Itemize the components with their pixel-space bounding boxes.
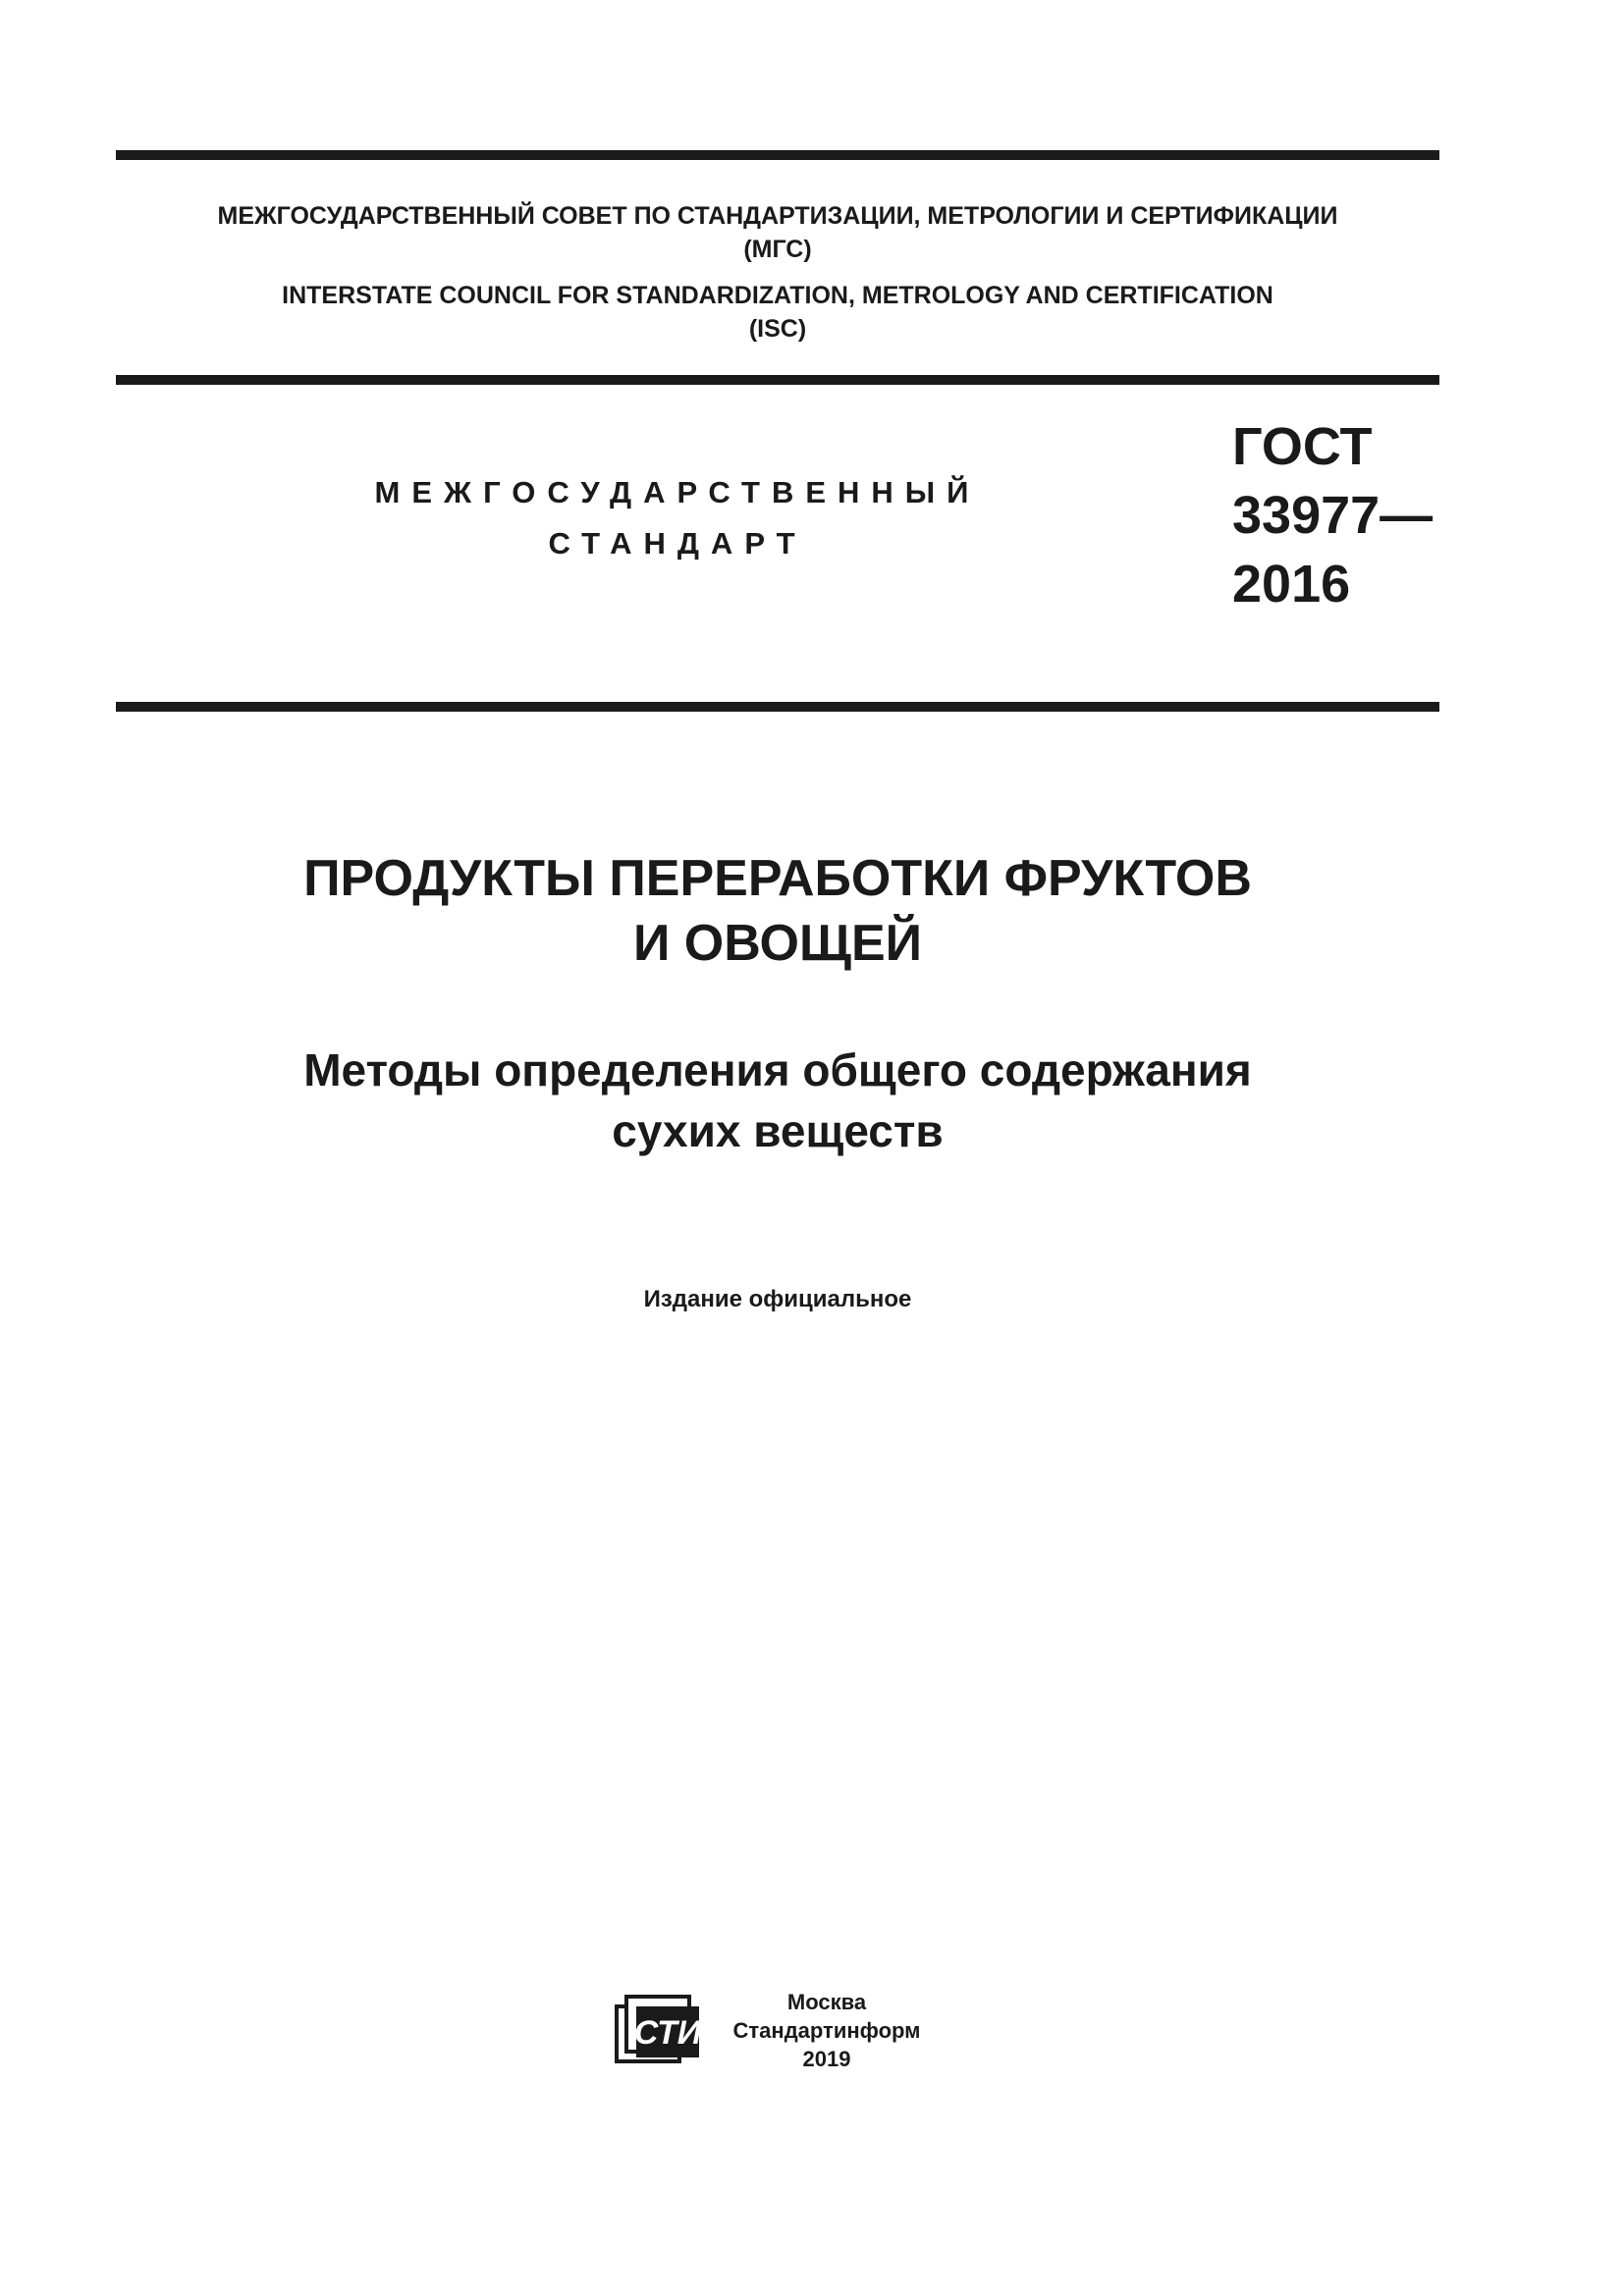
designation-year: 2016: [1232, 555, 1351, 614]
standard-type-line1: МЕЖГОСУДАРСТВЕННЫЙ: [374, 475, 981, 509]
imprint-publisher: Стандартинформ: [732, 2018, 921, 2043]
logo-text: СТИ: [633, 2014, 702, 2052]
imprint-year: 2019: [802, 2047, 851, 2071]
edition-label: Издание официальное: [643, 1286, 912, 1312]
council-abbr-ru: (МГС): [743, 236, 812, 263]
standartinform-logo-icon: [615, 1993, 709, 2067]
council-abbr-en: (ISC): [748, 315, 807, 343]
council-name-ru: МЕЖГОСУДАРСТВЕННЫЙ СОВЕТ ПО СТАНДАРТИЗАЦИИ, МЕТРОЛОГИИ И СЕРТИФИКАЦИИ: [217, 202, 1338, 230]
top-rule: [116, 150, 1439, 160]
imprint-city: Москва: [786, 1990, 867, 2014]
document-subtitle-line1: Методы определения общего содержания: [303, 1044, 1252, 1095]
document-title-line2: И ОВОЩЕЙ: [632, 915, 923, 972]
designation-prefix: ГОСТ: [1232, 417, 1373, 476]
document-title-line1: ПРОДУКТЫ ПЕРЕРАБОТКИ ФРУКТОВ: [303, 850, 1252, 907]
standard-designation: [1232, 412, 1433, 618]
standard-type-line2: СТАНДАРТ: [548, 526, 807, 561]
designation-number: 33977—: [1232, 486, 1434, 545]
council-name-en: INTERSTATE COUNCIL FOR STANDARDIZATION, METROLOGY AND CERTIFICATION: [282, 282, 1273, 309]
imprint: [729, 1988, 925, 2073]
document-subtitle-line2: сухих веществ: [612, 1105, 944, 1156]
header-rule: [116, 375, 1439, 385]
title-rule: [116, 702, 1439, 712]
